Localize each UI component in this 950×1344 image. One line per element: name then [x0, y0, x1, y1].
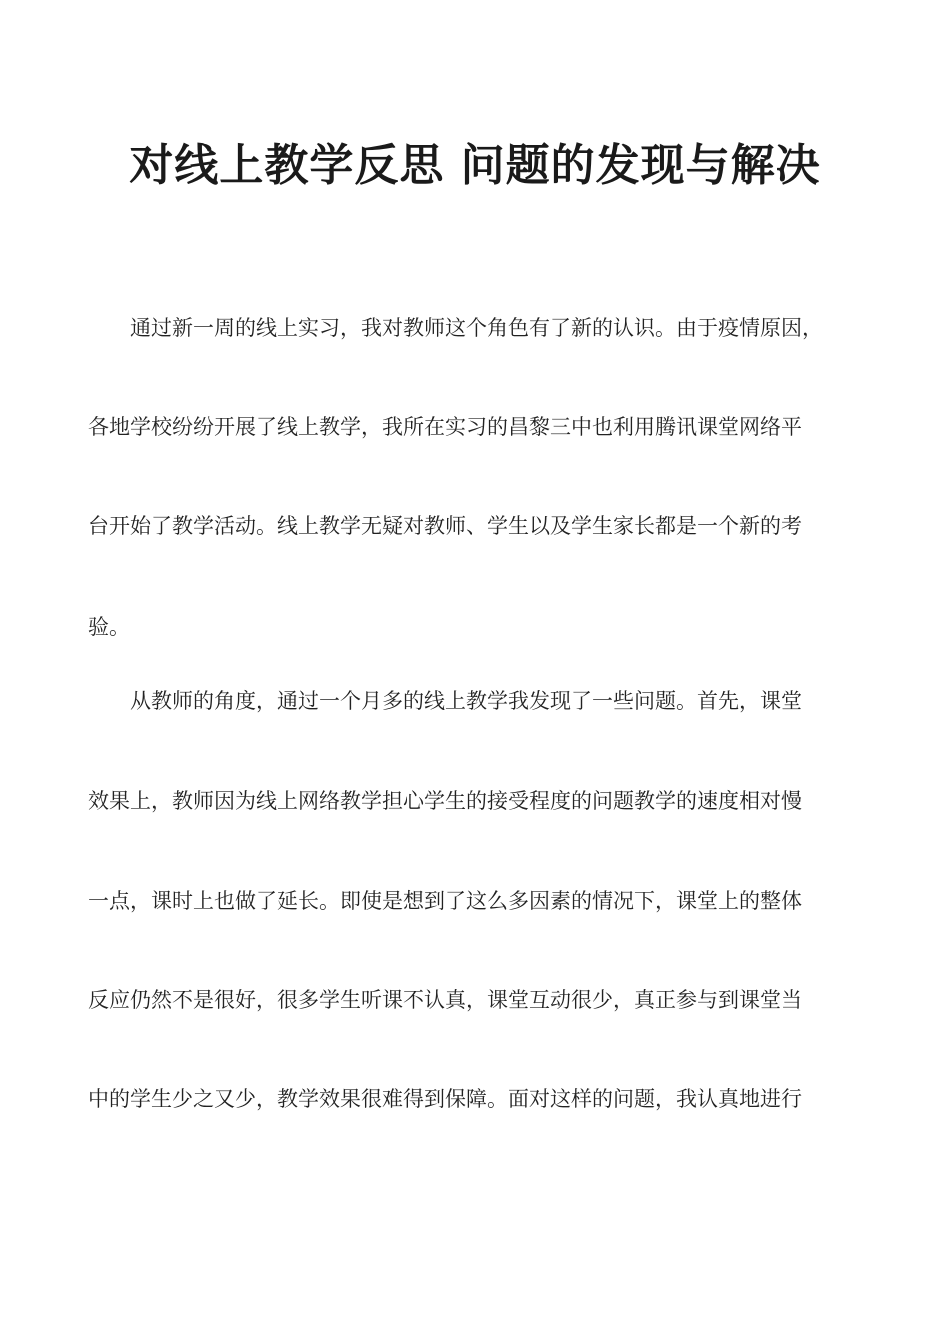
paragraph-2-line-2: 效果上，教师因为线上网络教学担心学生的接受程度的问题教学的速度相对慢	[88, 789, 802, 813]
paragraph-2-line-1: 从教师的角度，通过一个月多的线上教学我发现了一些问题。首先，课堂	[130, 689, 802, 713]
paragraph-2-line-3: 一点，课时上也做了延长。即使是想到了这么多因素的情况下，课堂上的整体	[88, 889, 802, 913]
document-title: 对线上教学反思 问题的发现与解决	[129, 140, 821, 191]
paragraph-1-line-1: 通过新一周的线上实习，我对教师这个角色有了新的认识。由于疫情原因，	[130, 316, 823, 340]
paragraph-2-line-5: 中的学生少之又少，教学效果很难得到保障。面对这样的问题，我认真地进行	[88, 1087, 802, 1111]
paragraph-1-line-2: 各地学校纷纷开展了线上教学，我所在实习的昌黎三中也利用腾讯课堂网络平	[88, 415, 802, 439]
paragraph-2-line-4: 反应仍然不是很好，很多学生听课不认真，课堂互动很少，真正参与到课堂当	[88, 988, 802, 1012]
paragraph-1-line-3: 台开始了教学活动。线上教学无疑对教师、学生以及学生家长都是一个新的考	[88, 514, 802, 538]
paragraph-1-line-4: 验。	[88, 615, 130, 639]
